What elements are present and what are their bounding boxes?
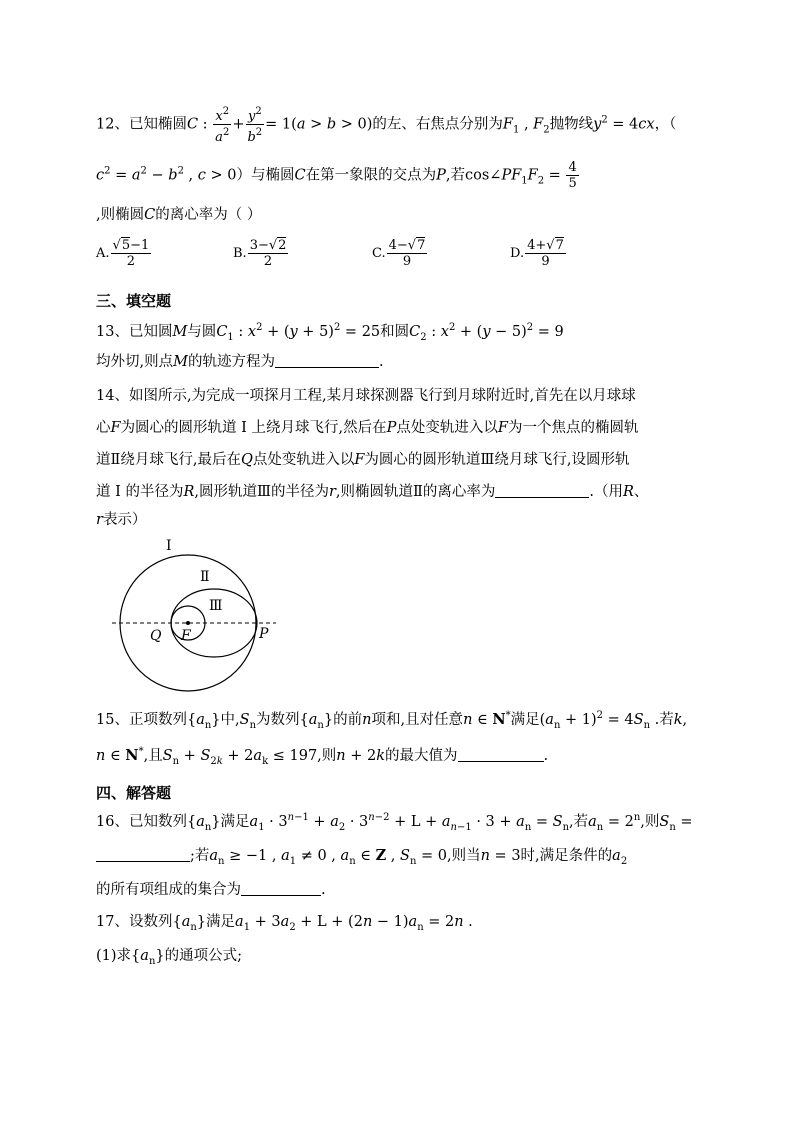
section-heading-fill-in: 三、填空题: [96, 292, 172, 310]
label-orbit-3: Ⅲ: [209, 598, 223, 614]
q16-line1: 16、已知数列$\{a_n\}$满足$a_1 \cdot 3^{n-1} + a_2 \cdot 3^{n-2} + L + a_{n-1} \cdot 3 + a_n = S_n$,若$a_n = 2^n$,则$S_n$ =: [96, 812, 693, 833]
q13-line1: 13、已知圆M与圆$C_1$ : $x^2 + (y + 5)^2 = 25$和圆$C_2$ : $x^2 + (y - 5)^2 = 9$: [96, 322, 564, 343]
label-f: F: [181, 628, 191, 644]
fraction: $\frac{y^2}{b^2}$: [247, 106, 263, 145]
label-p: P: [259, 626, 269, 642]
answer-blank[interactable]: [458, 747, 544, 762]
q14-line3: 道Ⅱ绕月球飞行,最后在Q点处变轨进入以F为圆心的圆形轨道Ⅲ绕月球飞行,设圆形轨: [96, 452, 630, 468]
answer-blank[interactable]: [495, 483, 589, 498]
section-heading-solutions: 四、解答题: [96, 784, 172, 802]
q15-line2: n ∈ N*,且$S_n + S_{2k} + 2a_k \le 197$,则n + 2k的最大值为 .: [96, 746, 549, 767]
q14-line2: 心F为圆心的圆形轨道 Ⅰ 上绕月球飞行,然后在P点处变轨进入以F为一个焦点的椭圆轨: [96, 420, 639, 436]
q12-line2: $c^2 = a^2 - b^2$ , c > 0）与椭圆C在第一象限的交点为P,若$\cos\angle PF_1F_2$ = $\frac{4}{5}$: [96, 160, 577, 191]
q16-line3: 的所有项组成的集合为 .: [96, 882, 326, 898]
q12-option-c: C. $\frac{4-√7}{9}$: [372, 238, 426, 269]
orbit-diagram: [110, 534, 280, 694]
focus-point: [186, 621, 190, 625]
q14-line1: 14、如图所示,为完成一项探月工程,某月球探测器飞行到月球附近时,首先在以月球球: [96, 388, 636, 404]
q15-line1: 15、正项数列$\{a_n\}$中$,S_n$为数列$\{a_n\}$的前n项和,且对任意n ∈ N*满足$(a_n + 1)^2 = 4S_n$ .若k,: [96, 710, 688, 731]
q12-number: 12、: [96, 116, 129, 133]
label-orbit-1: Ⅰ: [166, 538, 172, 554]
fraction: $\frac{x^2}{a^2}$: [215, 106, 230, 145]
q12-line3: ,则椭圆C的离心率为（ ）: [96, 207, 262, 223]
answer-blank[interactable]: [96, 847, 190, 862]
q16-line2: ;若$a_n \ge -1$ , $a_1 \ne 0$ , $a_n$ ∈ Z , $S_n = 0$,则当n = 3时,满足条件的$a_2$: [96, 846, 627, 872]
q12-option-d: D. $\frac{4+√7}{9}$: [510, 238, 564, 269]
q17-line1: 17、设数列$\{a_n\}$满足$a_1 + 3a_2 + L + (2n - 1)a_n = 2n$ .: [96, 914, 473, 933]
q12-option-b: B. $\frac{3-√2}{2}$: [233, 238, 287, 269]
q12-line1: 12、已知椭圆C : $\frac{x^2}{a^2}$ + $\frac{y^2}{b^2}$ = 1(a > b > 0)的左、右焦点分别为$F_1$ , $F_2$抛物线$y^2 = 4cx$，（: [96, 106, 677, 145]
q12-option-a: A. $\frac{√5-1}{2}$: [96, 238, 150, 269]
label-orbit-2: Ⅱ: [200, 569, 210, 585]
q17-line2: (1)求$\{a_n\}$的通项公式;: [96, 948, 243, 967]
q14-line4: 道 Ⅰ 的半径为R,圆形轨道Ⅲ的半径为r,则椭圆轨道Ⅱ的离心率为 .（用R、: [96, 484, 649, 500]
fraction: $\frac{4}{5}$: [568, 160, 577, 191]
answer-blank[interactable]: [241, 881, 321, 896]
q13-line2: 均外切,则点M的轨迹方程为 .: [96, 354, 384, 370]
q14-line5: r表示）: [96, 512, 147, 528]
label-q: Q: [150, 628, 162, 644]
answer-blank[interactable]: [275, 353, 379, 368]
